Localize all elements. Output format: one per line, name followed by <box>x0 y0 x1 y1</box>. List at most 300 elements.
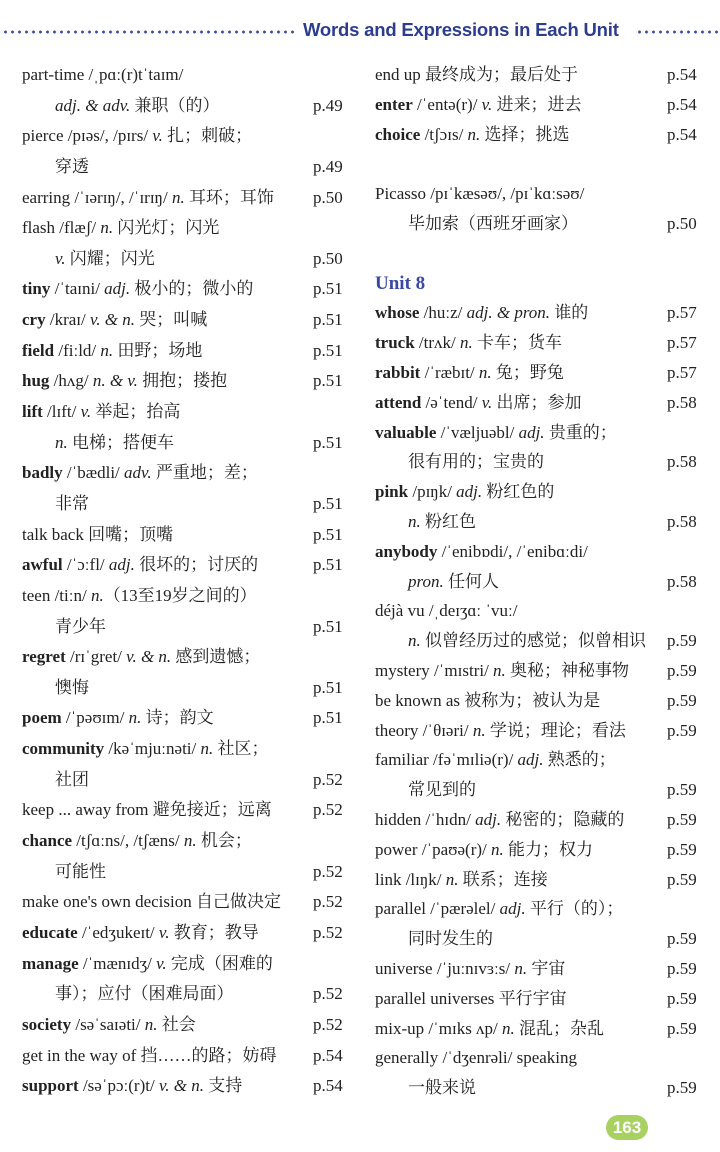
vocab-entry-line <box>22 918 352 949</box>
entry-segment: pierce /pɪəs/, /pɪrs/ <box>22 126 153 146</box>
vocab-entry-line <box>22 703 352 734</box>
entry-text <box>22 800 272 819</box>
part-of-speech: v. <box>481 392 493 412</box>
page-header <box>0 18 720 46</box>
page-reference: p.59 <box>667 839 697 859</box>
part-of-speech: pron. <box>408 571 444 591</box>
entry-text <box>375 721 626 740</box>
entry-continuation-line <box>22 91 352 122</box>
entry-segment: déjà vu /ˌdeɪʒɑː ˈvuː/ <box>375 601 518 621</box>
entry-text <box>22 96 219 115</box>
headword: badly <box>22 463 63 483</box>
entry-continuation-line <box>22 612 352 643</box>
vocab-entry-line <box>375 120 705 150</box>
entry-segment: /ˈɔːfl/ <box>62 555 109 575</box>
page-reference: p.59 <box>667 690 697 710</box>
entry-text <box>375 452 544 471</box>
entry-segment: mix-up /ˈmɪks ʌp/ <box>375 1018 503 1038</box>
entry-segment: /əˈtend/ <box>421 392 482 412</box>
entry-text <box>22 555 258 574</box>
vocab-entry-line <box>375 894 705 924</box>
page-reference: p.54 <box>313 1076 343 1096</box>
page-number-badge: 163 <box>606 1115 648 1140</box>
entry-segment: 懊悔 <box>55 677 89 697</box>
entry-text <box>22 525 173 544</box>
entry-segment: 常见到的 <box>408 780 476 800</box>
entry-text <box>375 780 476 799</box>
vocab-entry-line <box>375 1014 705 1044</box>
entry-text <box>375 631 646 650</box>
page-reference: p.51 <box>313 677 343 697</box>
vocab-entry-line <box>22 458 352 489</box>
entry-segment: earring /ˈɪərɪŋ/, /ˈɪrɪŋ/ <box>22 187 172 207</box>
entry-segment: /ˈbædli/ <box>62 463 125 483</box>
vocab-entry-line <box>22 795 352 826</box>
part-of-speech: adj. <box>475 809 502 829</box>
page-reference: p.59 <box>667 869 697 889</box>
entry-segment: /rɪˈgret/ <box>65 647 127 667</box>
vocab-entry-line <box>22 550 352 581</box>
headword: truck <box>375 333 415 353</box>
entry-text <box>375 482 554 501</box>
entry-segment: 诗；韵文 <box>141 708 214 728</box>
entry-segment: 联系；连接 <box>458 869 548 889</box>
entry-text <box>375 542 588 561</box>
entry-text <box>22 1015 196 1034</box>
page-reference: p.54 <box>667 94 697 114</box>
vocab-entry-line <box>375 835 705 865</box>
part-of-speech: adj. <box>104 279 131 299</box>
dotted-rule <box>636 30 720 34</box>
entry-segment: /ˈtaɪni/ <box>50 279 105 299</box>
part-of-speech: n. <box>55 432 68 452</box>
entry-continuation-line <box>22 152 352 183</box>
part-of-speech: n. <box>460 333 473 353</box>
page-reference: p.51 <box>313 616 343 636</box>
entry-segment: part-time /ˌpɑː(r)tˈtaɪm/ <box>22 65 184 84</box>
entry-segment: 很有用的；宝贵的 <box>408 452 544 472</box>
headword: support <box>22 1076 79 1096</box>
vocab-entry-line <box>375 716 705 746</box>
entry-segment: 平行（的）； <box>525 899 624 919</box>
headword: field <box>22 340 55 360</box>
entry-segment: 扎；刺破； <box>162 126 253 146</box>
headword: anybody <box>375 541 438 561</box>
vocab-entry-line <box>375 60 705 90</box>
headword: society <box>22 1014 72 1034</box>
entry-continuation-line <box>375 626 705 656</box>
headword: rabbit <box>375 362 421 382</box>
headword: cry <box>22 310 46 330</box>
entry-segment: 粉红色 <box>420 511 476 531</box>
vocab-entry-line <box>22 1010 352 1041</box>
entry-continuation-line <box>375 924 705 954</box>
vocab-entry-line <box>375 298 705 328</box>
entry-segment: /səˈsaɪəti/ <box>71 1014 145 1034</box>
part-of-speech: v. <box>55 248 66 268</box>
entry-segment: 社团 <box>55 769 89 789</box>
entry-text <box>22 65 183 84</box>
vocab-entry-line <box>375 805 705 835</box>
entry-segment: /trʌk/ <box>414 333 461 353</box>
page-reference: p.50 <box>667 213 697 233</box>
page-reference: p.49 <box>313 95 343 115</box>
vocab-entry-line <box>375 954 705 984</box>
vocab-entry-line <box>22 887 352 918</box>
entry-text <box>375 661 629 680</box>
entry-segment: 哭；叫喊 <box>135 310 208 330</box>
entry-text <box>22 494 89 513</box>
vocab-entry-line <box>22 366 352 397</box>
part-of-speech: n. <box>90 585 104 605</box>
vocab-entry-line <box>375 90 705 120</box>
entry-text <box>22 923 259 942</box>
entry-text <box>375 512 476 531</box>
entry-text <box>375 1078 476 1097</box>
part-of-speech: v. <box>152 126 163 146</box>
vocab-entry-line <box>375 418 705 448</box>
page-reference: p.59 <box>667 1078 697 1098</box>
entry-segment: 非常 <box>55 493 89 513</box>
page-reference: p.58 <box>667 571 697 591</box>
headword: whose <box>375 303 420 323</box>
entry-text <box>375 423 617 442</box>
part-of-speech: n. <box>128 708 142 728</box>
entry-segment: 支持 <box>203 1076 243 1096</box>
page-reference: p.51 <box>313 371 343 391</box>
part-of-speech: v. & n. <box>126 647 172 667</box>
entry-segment: /kəˈmjuːnəti/ <box>104 739 201 759</box>
entry-text <box>375 214 578 233</box>
entry-text <box>375 1019 604 1038</box>
part-of-speech: n. <box>408 631 421 651</box>
entry-segment: 社区； <box>213 739 269 759</box>
vocab-section <box>375 60 705 149</box>
entry-text <box>22 862 106 881</box>
entry-text <box>22 708 214 727</box>
entry-segment: 很坏的；讨厌的 <box>134 555 259 575</box>
page-reference: p.51 <box>313 340 343 360</box>
page-reference: p.51 <box>313 310 343 330</box>
part-of-speech: v. & n. <box>89 310 135 330</box>
entry-text <box>22 249 155 268</box>
entry-segment: teen /tiːn/ <box>22 585 91 605</box>
page-reference: p.59 <box>667 988 697 1008</box>
entry-segment: /kraɪ/ <box>45 310 90 330</box>
entry-segment: keep ... away from 避免接近；远离 <box>22 800 272 820</box>
entry-segment: /fiːld/ <box>54 340 101 360</box>
entry-text <box>375 840 593 859</box>
entry-segment: hidden /ˈhɪdn/ <box>375 809 476 829</box>
entry-segment: universe /ˈjuːnɪvɜːs/ <box>375 958 515 978</box>
part-of-speech: n. <box>100 218 114 238</box>
part-of-speech: v. <box>156 953 167 973</box>
entry-segment: /lɪft/ <box>42 402 81 422</box>
vocab-entry-line <box>22 121 352 152</box>
entry-text <box>375 810 624 829</box>
entry-segment: 奥秘；神秘事物 <box>505 660 630 680</box>
entry-segment: /səˈpɔː(r)t/ <box>78 1076 159 1096</box>
entry-text <box>22 402 180 421</box>
entry-text <box>375 95 581 114</box>
entry-segment: /tʃɔɪs/ <box>420 124 468 144</box>
entry-segment: 极小的；微小的 <box>130 279 254 299</box>
page-reference: p.58 <box>667 511 697 531</box>
entry-text <box>22 341 202 360</box>
headword: awful <box>22 555 63 575</box>
vocab-entry-line <box>375 984 705 1014</box>
entry-segment: 兼职（的） <box>130 95 220 115</box>
part-of-speech: n. <box>171 187 185 207</box>
entry-segment: 学说；理论；看法 <box>485 720 626 740</box>
page-reference: p.52 <box>313 1014 343 1034</box>
entry-text <box>375 1048 577 1067</box>
entry-text <box>375 125 570 144</box>
entry-text <box>22 218 219 237</box>
vocab-entry-line <box>22 734 352 765</box>
part-of-speech: n. & v. <box>92 371 138 391</box>
entry-text <box>22 984 234 1003</box>
page-reference: p.57 <box>667 362 697 382</box>
entry-segment: /ˈræbɪt/ <box>420 362 479 382</box>
vocab-entry-line <box>375 686 705 716</box>
entry-continuation-line <box>375 1073 705 1103</box>
entry-segment: 同时发生的 <box>408 929 493 949</box>
headword: educate <box>22 922 78 942</box>
entry-segment: /ˈedʒukeɪt/ <box>77 922 159 942</box>
entry-segment: power /ˈpaʊə(r)/ <box>375 839 491 859</box>
entry-text <box>22 831 252 850</box>
entry-segment: flash /flæʃ/ <box>22 218 101 238</box>
right-column <box>375 60 705 1133</box>
entry-continuation-line <box>375 209 705 239</box>
entry-segment: 粉红色的 <box>482 482 555 502</box>
part-of-speech: adj. <box>456 482 483 502</box>
dotted-rule <box>2 30 298 34</box>
part-of-speech: n. <box>472 720 486 740</box>
vocab-section <box>375 179 705 239</box>
entry-segment: make one's own decision 自己做决定 <box>22 892 281 912</box>
entry-text <box>22 463 258 482</box>
page-reference: p.50 <box>313 187 343 207</box>
entry-segment: be known as 被称为；被认为是 <box>375 690 601 710</box>
entry-segment: parallel universes 平行宇宙 <box>375 988 567 1008</box>
entry-text <box>375 870 548 889</box>
entry-segment: 出席；参加 <box>492 392 582 412</box>
entry-segment: 宇宙 <box>527 958 566 978</box>
part-of-speech: adj. & adv. <box>55 95 131 115</box>
entry-segment: 感到遗憾； <box>171 647 261 667</box>
headword: poem <box>22 708 62 728</box>
entry-text <box>22 371 227 390</box>
vocab-entry-line <box>22 60 352 91</box>
page-reference: p.52 <box>313 769 343 789</box>
entry-segment: 穿透 <box>55 156 89 176</box>
vocab-entry-line <box>375 179 705 209</box>
part-of-speech: adj. <box>517 750 544 770</box>
entry-segment: talk back 回嘴；顶嘴 <box>22 524 174 544</box>
entry-text <box>22 770 89 789</box>
entry-text <box>22 1046 277 1065</box>
part-of-speech: n. <box>408 511 421 531</box>
headword: hug <box>22 371 50 391</box>
vocab-entry-line <box>375 388 705 418</box>
entry-segment: generally /ˈdʒenrəli/ speaking <box>375 1048 578 1068</box>
entry-text <box>22 647 260 666</box>
entry-segment: 能力；权力 <box>503 839 593 859</box>
entry-continuation-line <box>22 979 352 1010</box>
page-reference: p.59 <box>667 1018 697 1038</box>
entry-text <box>22 279 253 298</box>
vocab-entry-line <box>375 477 705 507</box>
entry-text <box>22 954 273 973</box>
entry-text <box>22 157 89 176</box>
part-of-speech: adj. & pron. <box>466 303 551 323</box>
headword: community <box>22 739 105 759</box>
part-of-speech: n. <box>493 660 506 680</box>
page-reference: p.59 <box>667 958 697 978</box>
vocab-entry-line <box>375 537 705 567</box>
entry-segment: 兔；野兔 <box>491 362 564 382</box>
entry-segment: /tʃɑːns/, /tʃæns/ <box>72 831 184 851</box>
entry-text <box>375 929 493 948</box>
unit-heading: Unit 8 <box>375 272 426 294</box>
part-of-speech: v. & n. <box>158 1076 204 1096</box>
entry-segment: /pɪŋk/ <box>408 482 457 502</box>
entry-text <box>375 363 564 382</box>
page-title: Words and Expressions in Each Unit <box>303 19 619 40</box>
page-reference: p.59 <box>667 660 697 680</box>
entry-segment: /ˈmænɪdʒ/ <box>78 953 157 973</box>
entry-segment: Picasso /pɪˈkæsəʊ/, /pɪˈkɑːsəʊ/ <box>375 184 585 204</box>
vocab-entry-line <box>22 642 352 673</box>
headword: lift <box>22 402 43 422</box>
page-reference: p.51 <box>313 524 343 544</box>
entry-text <box>22 1076 242 1095</box>
headword: choice <box>375 124 421 144</box>
entry-text <box>375 989 567 1008</box>
vocab-entry-line <box>375 1043 705 1073</box>
entry-text <box>22 126 252 145</box>
page-reference: p.54 <box>667 65 697 84</box>
part-of-speech: v. <box>80 402 92 422</box>
entry-segment: 社会 <box>157 1014 196 1034</box>
entry-segment: 选择；挑选 <box>480 124 570 144</box>
vocab-entry-line <box>22 213 352 244</box>
page-reference: p.52 <box>313 892 343 912</box>
vocab-entry-line <box>22 336 352 367</box>
vocab-entry-line <box>22 581 352 612</box>
entry-segment: parallel /ˈpærəlel/ <box>375 899 500 919</box>
headword: chance <box>22 831 73 851</box>
vocab-entry-line <box>22 826 352 857</box>
page-reference: p.52 <box>313 800 343 820</box>
entry-text <box>375 691 600 710</box>
vocab-entry-line <box>22 274 352 305</box>
entry-continuation-line <box>375 447 705 477</box>
entry-text <box>375 750 616 769</box>
entry-segment: 卡车；货车 <box>472 333 563 353</box>
entry-segment: 毕加索（西班牙画家） <box>408 213 578 233</box>
vocab-entry-line <box>375 328 705 358</box>
entry-text <box>375 333 562 352</box>
page-reference: p.59 <box>667 780 697 800</box>
vocab-entry-line <box>22 520 352 551</box>
part-of-speech: adv. <box>124 463 152 483</box>
entry-segment: 拥抱；搂抱 <box>137 371 228 391</box>
part-of-speech: n. <box>502 1018 515 1038</box>
page-reference: p.59 <box>667 631 697 651</box>
entry-segment: /ˈentə(r)/ <box>412 94 482 114</box>
entry-text <box>375 899 623 918</box>
entry-segment: 进来；进去 <box>492 94 582 114</box>
part-of-speech: n. <box>478 362 492 382</box>
entry-continuation-line <box>22 857 352 888</box>
entry-segment: 可能性 <box>55 861 106 881</box>
entry-segment: end up 最终成为；最后处于 <box>375 65 579 84</box>
entry-text <box>375 601 517 620</box>
entry-continuation-line <box>22 489 352 520</box>
entry-segment: 电梯；搭便车 <box>67 432 174 452</box>
vocab-entry-line <box>22 1041 352 1072</box>
entry-continuation-line <box>375 567 705 597</box>
page-reference: p.54 <box>667 124 697 144</box>
entry-text <box>22 433 174 452</box>
vocab-entry-line <box>375 596 705 626</box>
entry-text <box>22 310 207 329</box>
part-of-speech: n. <box>491 839 504 859</box>
entry-segment: 完成（困难的 <box>166 953 273 973</box>
page-reference: p.59 <box>667 720 697 740</box>
part-of-speech: n. <box>100 340 114 360</box>
part-of-speech: adj. <box>108 555 135 575</box>
entry-text <box>375 65 578 84</box>
entry-segment: 事）；应付（困难局面） <box>55 984 234 1004</box>
entry-segment: 闪耀；闪光 <box>65 248 155 268</box>
left-column <box>22 60 352 1102</box>
entry-segment: 耳环；耳饰 <box>184 187 274 207</box>
page-reference: p.57 <box>667 333 697 353</box>
headword: manage <box>22 953 79 973</box>
part-of-speech: v. <box>481 94 493 114</box>
entry-segment: mystery /ˈmɪstri/ <box>375 660 494 680</box>
entry-continuation-line <box>375 507 705 537</box>
entry-segment: 谁的 <box>550 303 589 323</box>
entry-segment: 混乱；杂乱 <box>514 1018 605 1038</box>
entry-continuation-line <box>22 428 352 459</box>
entry-continuation-line <box>375 775 705 805</box>
entry-text <box>22 678 89 697</box>
entry-segment: /ˈvæljuəbl/ <box>436 422 519 442</box>
vocab-section <box>375 269 705 1103</box>
vocab-entry-line <box>22 305 352 336</box>
part-of-speech: n. <box>514 958 528 978</box>
entry-segment: /ˈpəʊɪm/ <box>61 708 129 728</box>
entry-continuation-line <box>22 673 352 704</box>
vocab-entry-line <box>375 865 705 895</box>
vocab-entry-line <box>22 397 352 428</box>
page-reference: p.58 <box>667 452 697 472</box>
entry-text <box>22 586 257 605</box>
page-reference: p.52 <box>313 922 343 942</box>
entry-segment: （13至19岁之间的） <box>103 585 257 605</box>
page-reference: p.59 <box>667 929 697 949</box>
vocab-entry-line <box>22 1071 352 1102</box>
vocab-entry-line <box>375 358 705 388</box>
page-reference: p.49 <box>313 156 343 176</box>
page-reference: p.57 <box>667 303 697 323</box>
vocab-entry-line <box>375 745 705 775</box>
